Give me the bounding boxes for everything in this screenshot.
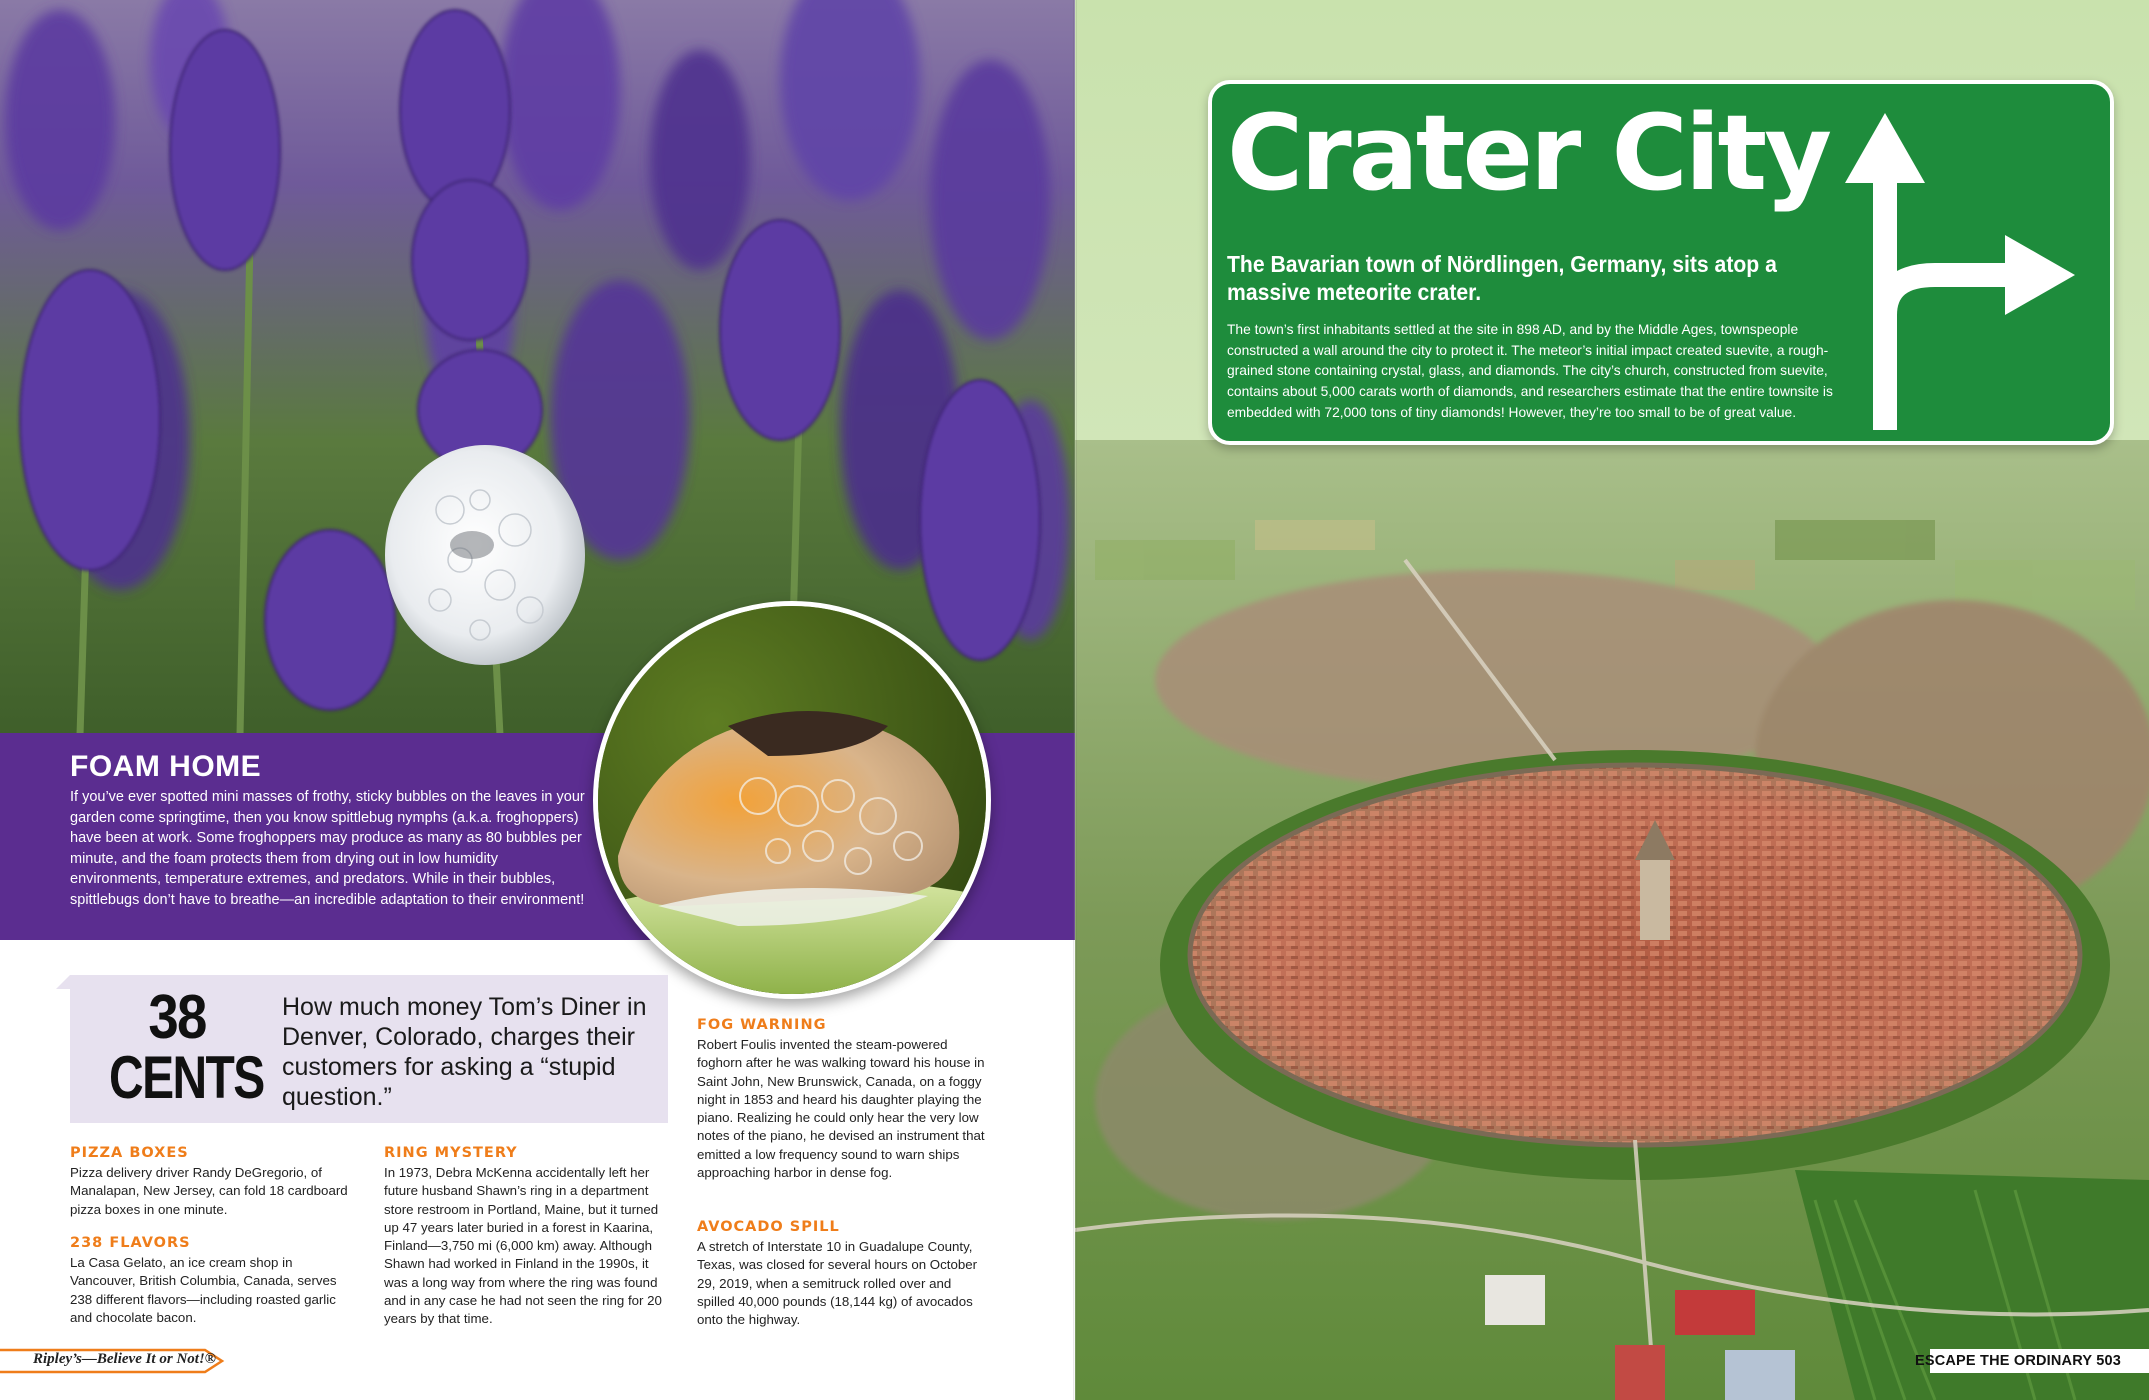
fact-text: Pizza delivery driver Randy DeGregorio, of Manalapan, New Jersey, can fold 18 cardboard pizza boxes in one minute. xyxy=(70,1165,348,1217)
fact-heading: AVOCADO SPILL xyxy=(697,1219,840,1235)
foam-home-body: If you’ve ever spotted mini masses of frothy, sticky bubbles on the leaves in your garden come springtime, then you know spittlebug nymphs (a.k.a. froghoppers) have been at work. Some froghoppers may produce as many as 80 bubbles per minute, and the foam protects them from drying out in low humidity environments, temperature extremes, and predators. While in their bubbles, spittlebugs don’t have to breathe—an incredible adaptation to their environment! xyxy=(70,789,585,908)
cents-number: 38 xyxy=(148,983,206,1052)
sign-body: The town’s first inhabitants settled at the site in 898 AD, and by the Middle Ages, townspeople constructed a wall around the city to protect it. The meteor’s initial impact created suevite, a rough-grained stone containing crystal, glass, and diamonds. The city’s church, constructed from suevite, contains about 5,000 carats worth of diamonds, and researchers estimate that the entire townsite is embedded with 72,000 tons of tiny diamonds! However, they’re too small to be of great value. xyxy=(1227,322,1833,420)
road-sign-arrows-icon xyxy=(1835,105,2125,435)
fact-heading: PIZZA BOXES xyxy=(70,1145,189,1161)
page-gutter xyxy=(1073,0,1077,1400)
fact-238-flavors xyxy=(70,1235,350,1327)
ripleys-logo-text: Ripley’s—Believe It or Not!® xyxy=(33,1351,216,1367)
lavender-photo xyxy=(0,0,1075,735)
fact-text: A stretch of Interstate 10 in Guadalupe County, Texas, was closed for several hours on October 29, 2019, when a semitruck rolled over and spilled 40,000 pounds (18,144 kg) of avocados onto the highway. xyxy=(697,1239,978,1328)
spittlebug-circle-photo xyxy=(593,601,991,999)
fact-heading: RING MYSTERY xyxy=(384,1145,518,1161)
sign-subtitle: The Bavarian town of Nördlingen, Germany, sits atop a massive meteorite crater. xyxy=(1227,251,1777,305)
fact-pizza-boxes xyxy=(70,1145,350,1219)
fact-text: Robert Foulis invented the steam-powered foghorn after he was walking toward his house in Saint John, New Brunswick, Canada, on a foggy night in 1853 and heard his daughter playing the piano. Realizing he could only hear the very low notes of the piano, he devised an instrument that emitted a low frequency sound to warn ships approaching harbor in dense fog. xyxy=(697,1037,985,1181)
fact-fog-warning xyxy=(697,1017,987,1182)
cents-question: How much money Tom’s Diner in Denver, Colorado, charges their customers for asking a “stupid question.” xyxy=(282,993,647,1111)
foam-home-title: FOAM HOME xyxy=(70,750,262,783)
fact-heading: 238 FLAVORS xyxy=(70,1235,191,1251)
cents-box-corner xyxy=(56,975,70,989)
right-page xyxy=(1075,0,2149,1400)
fact-avocado-spill xyxy=(697,1219,987,1329)
cents-value xyxy=(92,983,264,1111)
fact-heading: FOG WARNING xyxy=(697,1017,827,1033)
cents-unit: CENTS xyxy=(109,1044,264,1111)
fact-ring-mystery xyxy=(384,1145,671,1329)
spittlebug-nymph-image xyxy=(598,606,986,994)
fact-text: In 1973, Debra McKenna accidentally left her future husband Shawn’s ring in a department store restroom in Portland, Maine, but it turned up 47 years later buried in a forest in Kaarina, Finland—3,750 mi (6,000 km) away. Although Shawn had worked in Finland in the 1990s, it was a long way from where the ring was found and in any case he had not seen the ring for 20 years by that time. xyxy=(384,1165,662,1327)
sign-title: Crater City xyxy=(1227,92,1830,214)
page-number-label: ESCAPE THE ORDINARY 503 xyxy=(1914,1353,2121,1369)
fact-text: La Casa Gelato, an ice cream shop in Vancouver, British Columbia, Canada, serves 238 different flavors—including roasted garlic and chocolate bacon. xyxy=(70,1255,337,1325)
